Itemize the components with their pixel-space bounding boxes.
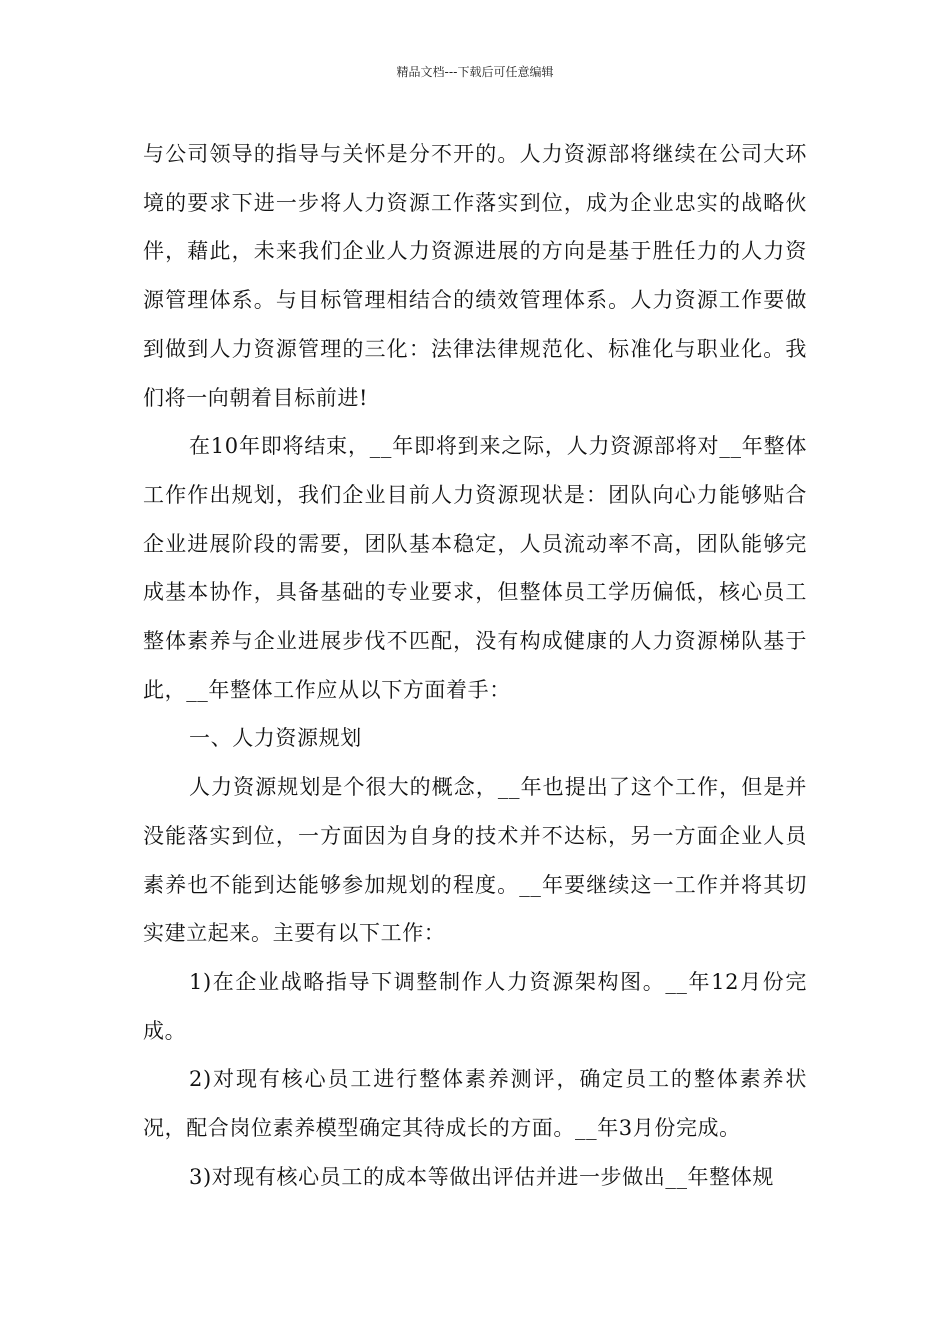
list-item-3: 3)对现有核心员工的成本等做出评估并进一步做出__年整体规 <box>189 1164 774 1189</box>
paragraph-2: 在10年即将结束，__年即将到来之际，人力资源部将对__年整体工作作出规划，我们企业目前人力资源现状是：团队向心力能够贴合企业进展阶段的需要，团队基本稳定，人员流动率不高，团队能够完成基本协作，具备基础的专业要求，但整体员工学历偏低，核心员工整体素养与企业进展步伐不匹配，没有构成健康的人力资源梯队基于此，__年整体工作应从以下方面着手： <box>143 434 807 702</box>
list-item-1: 1)在企业战略指导下调整制作人力资源架构图。__年12月份完成。 <box>143 969 807 1043</box>
paragraph-1: 与公司领导的指导与关怀是分不开的。人力资源部将继续在公司大环境的要求下进一步将人力资源工作落实到位，成为企业忠实的战略伙伴，藉此，未来我们企业人力资源进展的方向是基于胜任力的人力资源管理体系。与目标管理相结合的绩效管理体系。人力资源工作要做到做到人力资源管理的三化：法律法律规范化、标准化与职业化。我们将一向朝着目标前进! <box>143 142 807 410</box>
page-header: 精品文档---下载后可任意编辑 <box>396 65 554 79</box>
document-body <box>143 130 807 1201</box>
list-item-2: 2)对现有核心员工进行整体素养测评，确定员工的整体素养状况，配合岗位素养模型确定其待成长的方面。__年3月份完成。 <box>143 1067 807 1141</box>
paragraph-3: 人力资源规划是个很大的概念，__年也提出了这个工作，但是并没能落实到位，一方面因为自身的技术并不达标，另一方面企业人员素养也不能到达能够参加规划的程度。__年要继续这一工作并将其切实建立起来。主要有以下工作： <box>143 775 807 946</box>
section-heading-1: 一、人力资源规划 <box>189 726 362 751</box>
